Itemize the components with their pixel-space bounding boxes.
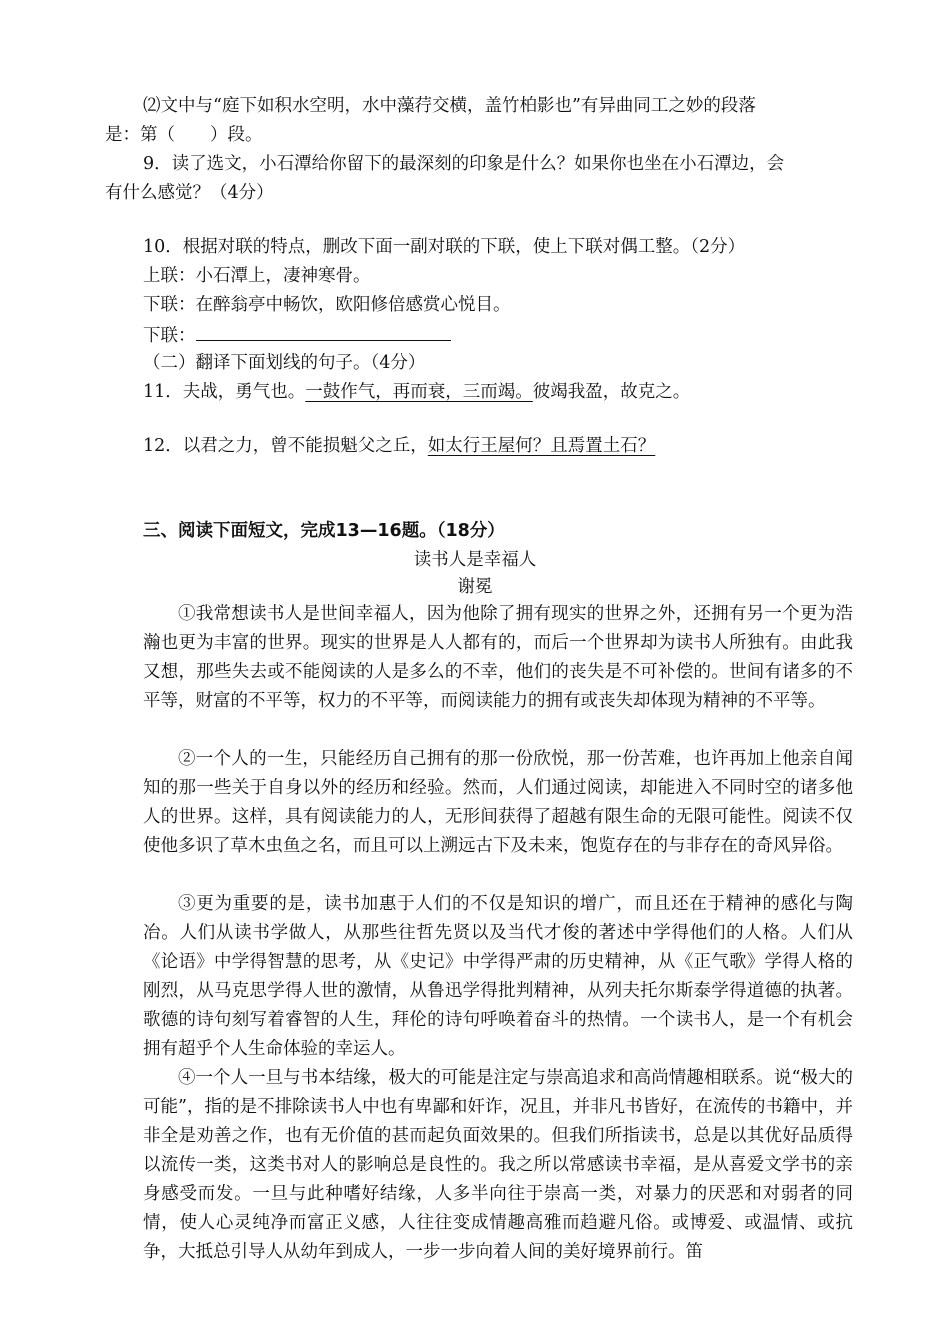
q11-underlined: 一鼓作气，再而衰，三而竭。 <box>305 382 533 402</box>
section3-heading: 三、阅读下面短文，完成13—16题。（18分） <box>143 521 505 541</box>
article-title: 读书人是幸福人 <box>413 550 537 570</box>
q9-line1: 9．读了选文，小石潭给你留下的最深刻的印象是什么？如果你也坐在小石潭边，会 <box>143 154 785 174</box>
article-paragraph-3: ③更为重要的是，读书加惠于人们的不仅是知识的增广，而且还在于精神的感化与陶冶。人们从读书学做人，从那些往哲先贤以及当代才俊的著述中学得他们的人格。人们从《论语》中学得智慧的思考，从《史记》中学得严肃的历史精神，从《正气歌》学得人格的刚烈，从马克思学得人世的激情，从鲁迅学得批判精神，从列夫托尔斯泰学得道德的执著。歌德的诗句刻写着睿智的人生，拜伦的诗句呼唤着奋斗的热情。一个读书人，是一个有机会拥有超乎个人生命体验的幸运人。 <box>143 894 853 1059</box>
q12-line <box>143 435 655 457</box>
article-paragraph-1: ①我常想读书人是世间幸福人，因为他除了拥有现实的世界之外，还拥有另一个更为浩瀚也更为丰富的世界。现实的世界是人人都有的，而后一个世界却为读书人所独有。由此我又想，那些失去或不能阅读的人是多么的不幸，他们的丧失是不可补偿的。世间有诸多的不平等，财富的不平等，权力的不平等，而阅读能力的拥有或丧失却体现为精神的不平等。 <box>143 604 853 711</box>
q12-pre: 12．以君之力，曾不能损魁父之丘， <box>143 436 428 456</box>
q11-post: 彼竭我盈，故克之。 <box>532 382 691 402</box>
q12-underlined: 如太行王屋何？且焉置土石？ <box>427 436 656 456</box>
q10-answer-line <box>143 323 451 347</box>
q10-prompt: 10．根据对联的特点，删改下面一副对联的下联，使上下联对偶工整。（2分） <box>143 237 746 257</box>
q10-lower-couplet: 下联：在醉翁亭中畅饮，欧阳修倍感赏心悦目。 <box>143 295 511 315</box>
article-paragraph-2: ②一个人的一生，只能经历自己拥有的那一份欣悦，那一份苦难，也许再加上他亲自闻知的那一些关于自身以外的经历和经验。然而，人们通过阅读，却能进入不同时空的诸多他人的世界。这样，具有阅读能力的人，无形间获得了超越有限生命的无限可能性。阅读不仅使他多识了草木虫鱼之名，而且可以上溯远古下及未来，饱览存在的与非存在的奇风异俗。 <box>143 749 853 856</box>
q10-answer-label: 下联： <box>143 326 196 346</box>
q8-2-line1: ⑵文中与“庭下如积水空明，水中藻荇交横，盖竹柏影也”有异曲同工之妙的段落 <box>143 96 756 116</box>
article-paragraph-4: ④一个人一旦与书本结缘，极大的可能是注定与崇高追求和高尚情趣相联系。说“极大的可能”，指的是不排除读书人中也有卑鄙和奸诈，况且，并非凡书皆好，在流传的书籍中，并非全是劝善之作，也有无价值的甚而起负面效果的。但我们所指读书，总是以其优好品质得以流传一类，这类书对人的影响总是良性的。我之所以常感读书幸福，是从喜爱文学书的亲身感受而发。一旦与此种嗜好结缘，人多半向往于崇高一类，对暴力的厌恶和对弱者的同情，使人心灵纯净而富正义感，人往往变成情趣高雅而趋避凡俗。或博爱、或温情、或抗争，大抵总引导人从幼年到成人，一步一步向着人间的美好境界前行。笛 <box>143 1068 853 1262</box>
q11-pre: 11．夫战，勇气也。 <box>143 382 306 402</box>
section2-subheading: （二）翻译下面划线的句子。（4分） <box>143 353 426 373</box>
q8-2-line2: 是：第（ ）段。 <box>105 125 263 145</box>
q10-upper-couplet: 上联：小石潭上，凄神寒骨。 <box>143 266 371 286</box>
answer-blank[interactable] <box>196 323 451 341</box>
article-author: 谢冕 <box>457 577 493 597</box>
q9-line2: 有什么感觉？（4分） <box>105 183 274 203</box>
q11-line <box>143 381 690 403</box>
